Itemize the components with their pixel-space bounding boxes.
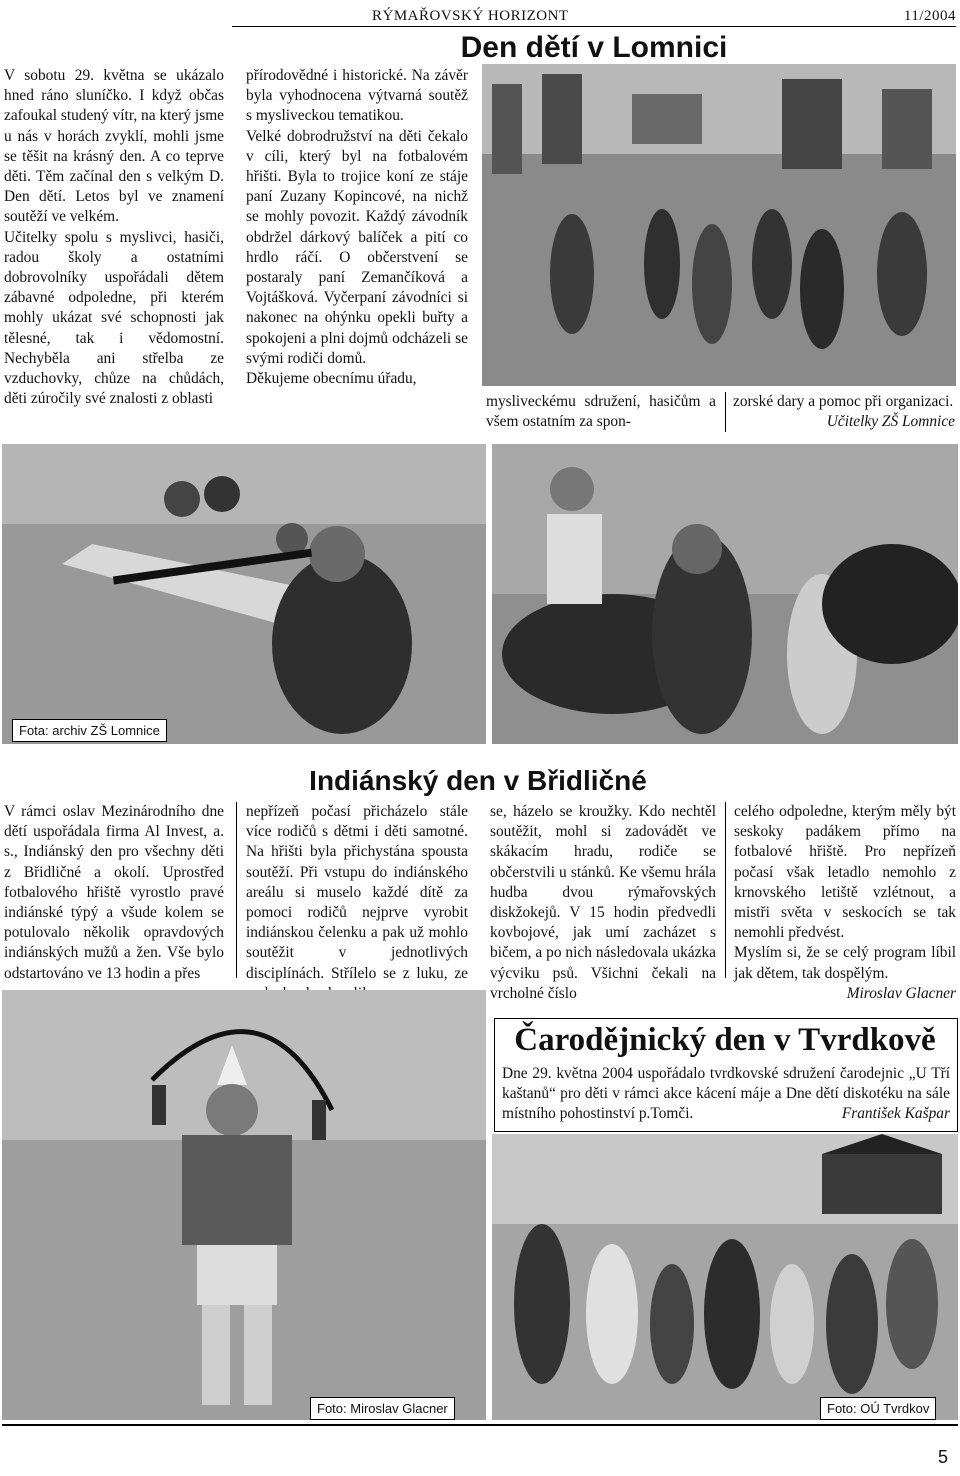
article3-body [502,1064,950,1125]
column-divider [236,802,237,978]
article1-col1-para2: Učitelky spolu s myslivci, hasiči, radou školy a ostatními dobrovolníky uspořádali dětem zábavné odpoledne, při kterém mohly ukázat své schopnosti jak tělesné, tak i vědomostní. Nechyběla ani střelba ze vzduchovky, chůze na chůdách, děti zúročily své znalosti z oblasti [4,228,224,408]
page-number: 5 [937,1447,948,1467]
article2-col3: se, házelo se kroužky. Kdo nechtěl soutěžit, mohl si zadovádět ve skákacím hradu, rodiče se občerstvili u stánků. Ke všemu hrála hudba dvou rýmařovských diskžokejů. V 15 hodin předvedli kovbojové, jak umí zacházet s bičem, a po nich následovala ukázka výcviku psů. Všichni čekali na vrcholné číslo [490,803,716,1002]
article1-title: Den dětí v Lomnici [460,31,728,64]
article2-col4-para1: celého odpoledne, kterým měly být seskoky padákem přímo na fotbalové hřiště. Pro nepřízeň počasí však letadlo nemohlo z krnovského letiště vzlétnout, a mistři světa v seskocích se tak nemohli předvést. [734,803,956,942]
issue-number: 11/2004 [903,8,956,24]
column-divider [725,392,726,432]
article1-col3: mysliveckému sdružení, hasičům a všem ostatním za spon- [486,393,716,431]
article2-col4-para2: Myslím si, že se celý program líbil jak dětem, tak dospělým. [734,944,956,982]
article1-col2-para1: přírodovědné i historické. Na závěr byla vyhodnocena výtvarná soutěž s mysliveckou tematikou. [246,67,468,125]
article2-title: Indiánský den v Břidličné [309,765,647,796]
photo-indian-bow [2,990,486,1420]
article3-title: Čarodějnický den v Tvrdkově [514,1022,936,1058]
article1-signature: Učitelky ZŠ Lomnice [826,413,955,431]
article1-col1-para1: V sobotu 29. května se ukázalo hned ráno sluníčko. I když občas zafoukal studený vítr, na který jsme u nás v horách zvyklí, mohli jsme se těšit na krásný den. A co teprve děti. Těm začínal den s velkým D. Den dětí. Letos byl ve znamení soutěží ve velkém. [4,67,224,226]
photo-horse-riding [492,444,958,744]
masthead: RÝMAŘOVSKÝ HORIZONT [372,8,569,24]
article1-col4 [733,392,955,432]
photo-shooting [2,444,486,744]
article1-col2-para2: Velké dobrodružství na děti čekalo v cíli, který byl na fotbalovém hřišti. Byla to trojice koní ze stáje paní Zuzany Kopincové, na nichž se mohly povozit. Každý závodník obdržel dárkový balíček a pití co hrdlo ráčí. O občerstvení se postaraly paní Zemančíková a Vojtášková. Vyčerpaní závodníci si nakonec na ohýnku opekli buřty a spokojeni a plni dojmů odcházeli se svými rodiči domů. [246,127,468,367]
article1-col2 [246,66,468,389]
article1-col1 [4,66,224,409]
article3-body-text: Dne 29. května 2004 uspořádalo tvrdkovské sdružení čarodejnic „U Tří kaštanů“ pro děti v rámci akce kácení máje a Dne dětí diskotéku na sále místního pohostinství p.Tomči. [502,1065,950,1123]
bottom-rule [2,1424,958,1426]
article2-col2: nepřízeň počasí přicházelo stále více rodičů s dětmi i děti samotné. Na hřišti byla přichystána spousta soutěží. Při vstupu do indiánského areálu si muselo každé dítě za pomoci rodičů nejprve vyrobit indiánskou čelenku a pak už mohlo soutěžit v jednotlivých disciplínách. Střílelo se z luku, ze [246,803,468,982]
page-header [232,4,956,27]
article1-photo-caption: Fota: archiv ZŠ Lomnice [12,719,167,742]
article3-signature: František Kašpar [841,1105,950,1123]
article2-col1: V rámci oslav Mezinárodního dne dětí uspořádala firma Al Invest, a. s., Indiánský den pro všechny děti z Břidličné a okolí. Uprostřed fotbalového hřiště vyrostlo pravé indiánské týpý a všude kolem se potulovalo několik opravdových indiánských mužů a žen. Vše bylo odstartováno ve 13 hodin a přes [4,803,224,982]
photo-children-field [482,64,956,386]
article1-col4-text: zorské dary a pomoc při organizaci. [733,393,954,410]
column-divider [725,802,726,978]
article3-photo-caption: Foto: OÚ Tvrdkov [820,1397,936,1420]
photo-witches [492,1134,958,1420]
article2-photo-caption: Foto: Miroslav Glacner [310,1397,455,1420]
article2-signature: Miroslav Glacner [846,984,956,1002]
article2-col4 [734,802,956,1004]
article1-col2-para3: Děkujeme obecnímu úřadu, [246,370,417,388]
